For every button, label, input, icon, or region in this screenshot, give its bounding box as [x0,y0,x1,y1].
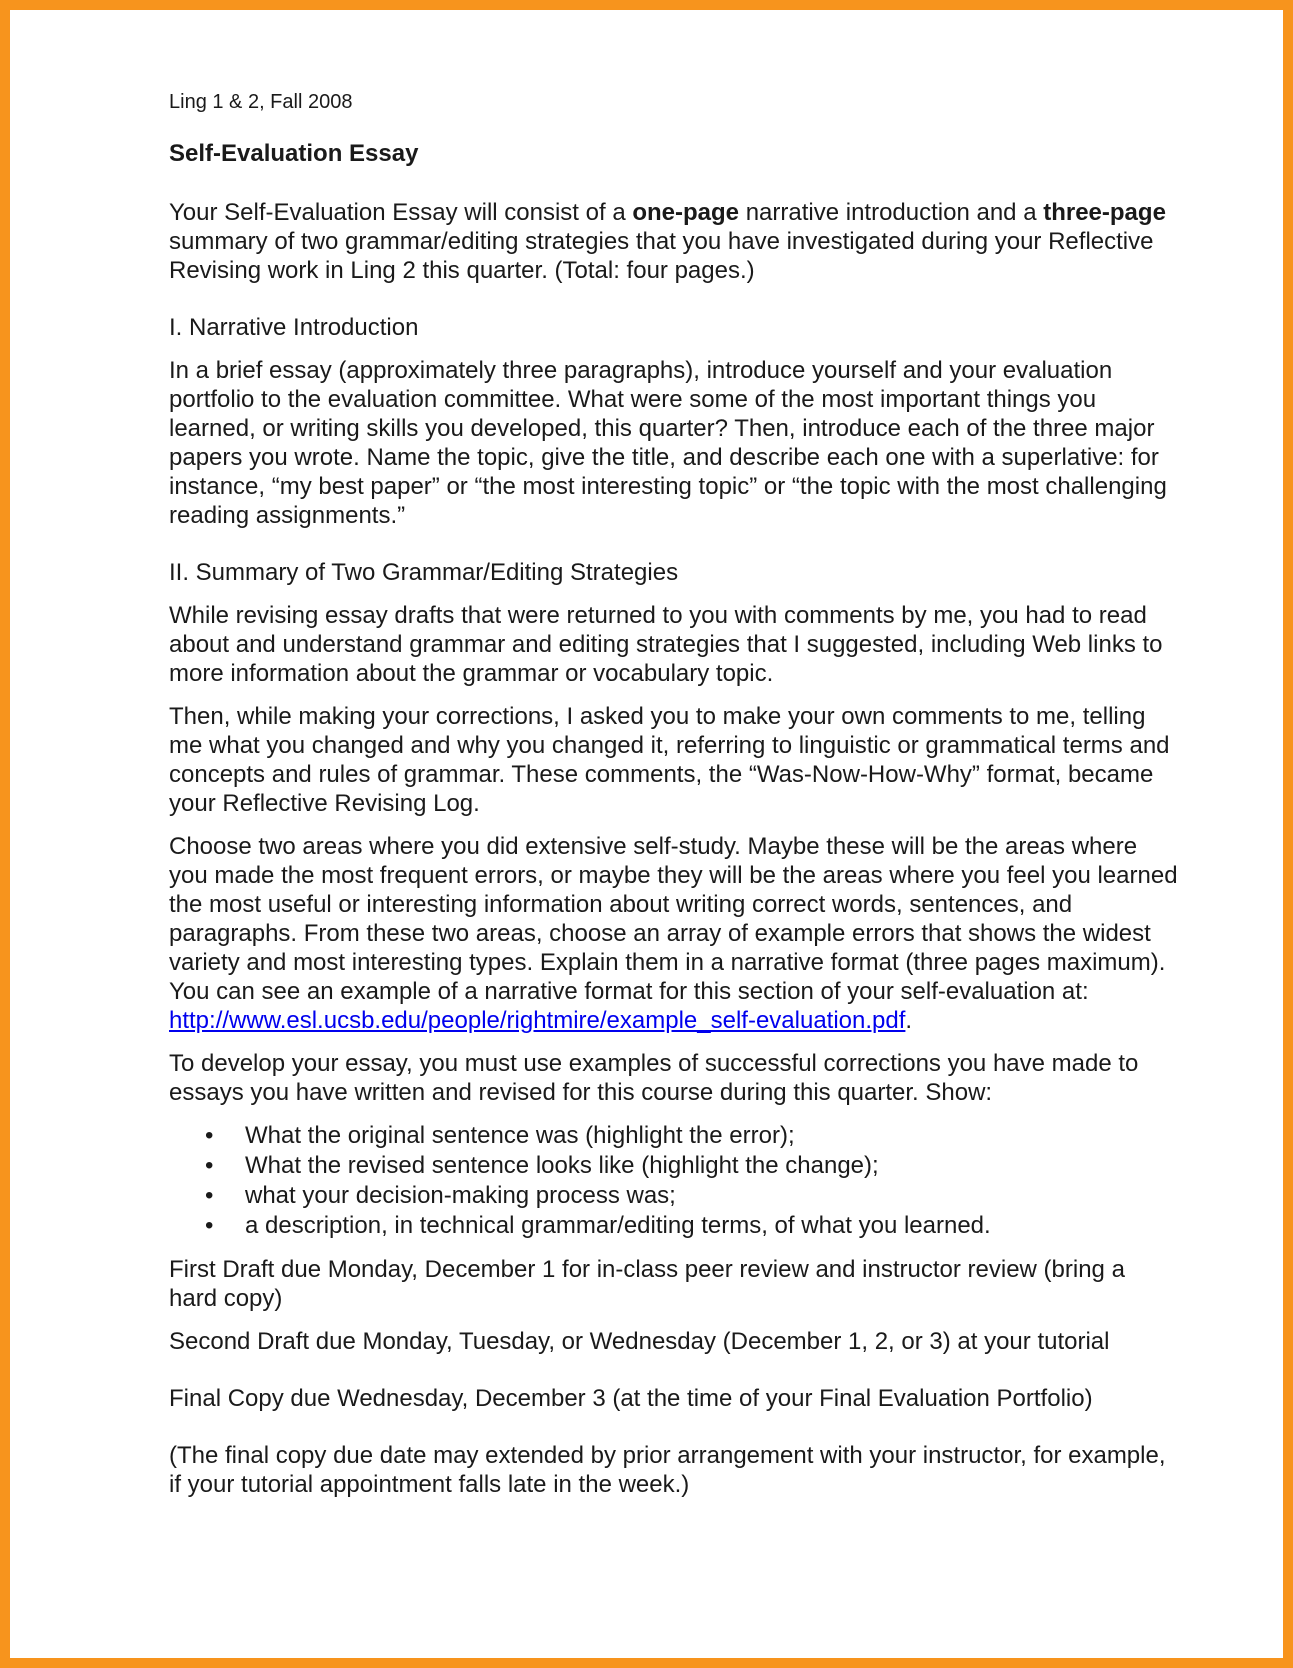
course-label: Ling 1 & 2, Fall 2008 [169,91,353,113]
list-item [169,1211,1179,1241]
list-item-text: a description, in technical grammar/editing terms, of what you learned. [245,1212,991,1239]
link-suffix: . [905,1007,913,1034]
section2-heading: II. Summary of Two Grammar/Editing Strategies [169,559,679,586]
list-item-text: what your decision-making process was; [245,1182,676,1209]
intro-bold-one-page: one-page [632,199,740,226]
bullet-icon: • [205,1212,214,1239]
section1-heading: I. Narrative Introduction [169,314,419,341]
final-copy-deadline: Final Copy due Wednesday, December 3 (at the time of your Final Evaluation Portfolio) [169,1385,1093,1412]
list-item [169,1121,1179,1151]
section2-paragraph-2: Then, while making your corrections, I asked you to make your own comments to me, telling me what you changed and why you changed it, referring to linguistic or grammatical terms and concepts and rules of grammar. These comments, the “Was-Now-How-Why” format, became your Reflective Revising Log. [169,703,1170,817]
second-draft-deadline: Second Draft due Monday, Tuesday, or Wednesday (December 1, 2, or 3) at your tutorial [169,1328,1110,1355]
example-self-evaluation-link[interactable]: http://www.esl.ucsb.edu/people/rightmire/example_self-evaluation.pdf [169,1007,906,1034]
extension-note: (The final copy due date may extended by prior arrangement with your instructor, for example, if your tutorial appointment falls late in the week.) [169,1442,1166,1498]
first-draft-deadline: First Draft due Monday, December 1 for in-class peer review and instructor review (bring a hard copy) [169,1256,1125,1312]
section1-paragraph: In a brief essay (approximately three paragraphs), introduce yourself and your evaluation portfolio to the evaluation committee. What were some of the most important things you learned, or writing skills you developed, this quarter? Then, introduce each of the three major papers you wrote. Name the topic, give the title, and describe each one with a superlative: for instance, “my best paper” or “the most interesting topic” or “the topic with the most challenging reading assignments.” [169,357,1167,529]
intro-text-2: narrative introduction and a [739,199,1044,226]
section2-paragraph-3 [169,832,1179,1035]
intro-text-1: Your Self-Evaluation Essay will consist of a [169,199,633,226]
section2-paragraph-1: While revising essay drafts that were returned to you with comments by me, you had to read about and understand grammar and editing strategies that I suggested, including Web links to more information about the grammar or vocabulary topic. [169,602,1163,687]
list-item-text: What the original sentence was (highlight the error); [245,1122,795,1149]
list-item-text: What the revised sentence looks like (highlight the change); [245,1152,879,1179]
section2-paragraph-4: To develop your essay, you must use examples of successful corrections you have made to essays you have written and revised for this course during this quarter. Show: [169,1050,1139,1106]
bullet-icon: • [205,1122,214,1149]
document-title: Self-Evaluation Essay [169,140,419,167]
list-item [169,1181,1179,1211]
section2-paragraph-3-text: Choose two areas where you did extensive self-study. Maybe these will be the areas where you made the most frequent errors, or maybe they will be the areas where you feel you learned the most useful or interesting information about writing correct words, sentences, and paragraphs. From these two areas, choose an array of example errors that shows the widest variety and most interesting types. Explain them in a narrative format (three pages maximum). You can see an example of a narrative format for this section of your self-evaluation at: [169,833,1178,1005]
show-list [169,1121,1179,1241]
intro-paragraph [169,198,1179,285]
list-item [169,1151,1179,1181]
document-page [169,90,1179,1513]
bullet-icon: • [205,1182,214,1209]
bullet-icon: • [205,1152,214,1179]
intro-text-3: summary of two grammar/editing strategies that you have investigated during your Reflective Revising work in Ling 2 this quarter. (Total: four pages.) [169,228,1154,284]
intro-bold-three-page: three-page [1043,199,1166,226]
